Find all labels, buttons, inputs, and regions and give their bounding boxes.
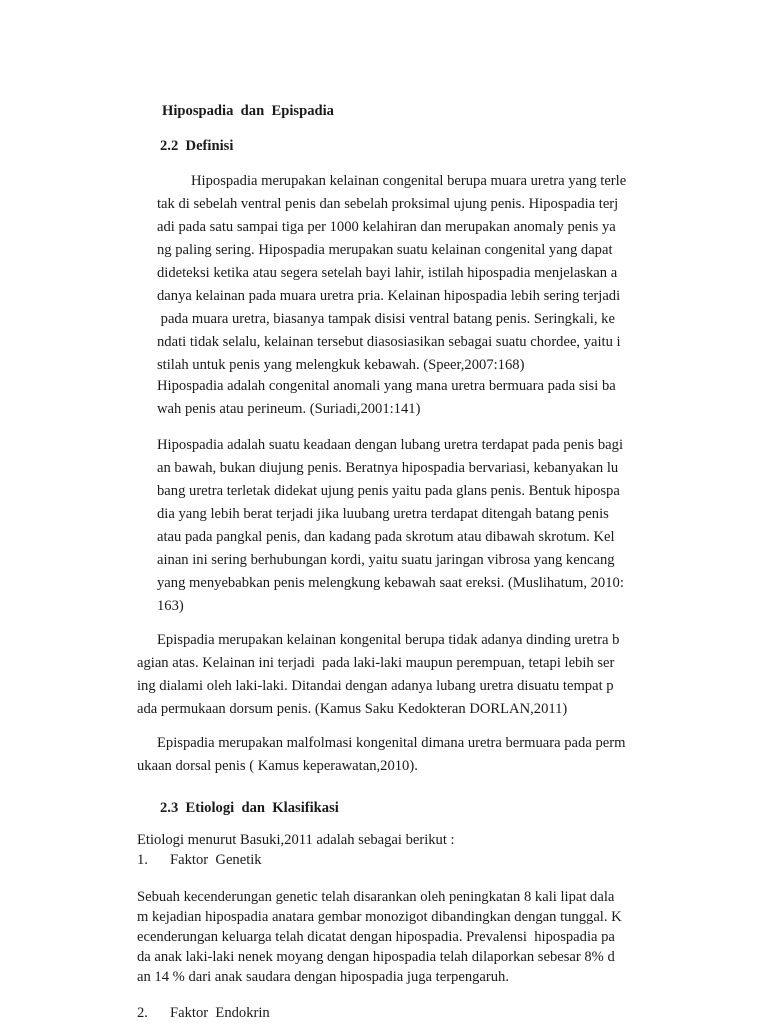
text-line: tak di sebelah ventral penis dan sebelah proksimal ujung penis. Hipospadia terj bbox=[157, 196, 619, 212]
list-label: Faktor Endokrin bbox=[170, 1005, 270, 1021]
text-line: 163) bbox=[157, 598, 184, 614]
text-line: ng paling sering. Hipospadia merupakan suatu kelainan congenital yang dapat bbox=[157, 242, 613, 258]
text-line: Hipospadia adalah suatu keadaan dengan lubang uretra terdapat pada penis bagi bbox=[157, 437, 624, 453]
text-line: Epispadia merupakan malfolmasi kongenital dimana uretra bermuara pada perm bbox=[157, 735, 626, 751]
text-line: an bawah, bukan diujung penis. Beratnya hipospadia bervariasi, kebanyakan lu bbox=[157, 460, 619, 476]
text-line: an 14 % dari anak saudara dengan hipospadia juga terpengaruh. bbox=[137, 969, 509, 985]
text-line: ainan ini sering berhubungan kordi, yaitu suatu jaringan vibrosa yang kencang bbox=[157, 552, 615, 568]
text-line: Hipospadia merupakan kelainan congenital berupa muara uretra yang terle bbox=[191, 173, 627, 189]
text-line: dia yang lebih berat terjadi jika luubang uretra terdapat ditengah batang penis bbox=[157, 506, 609, 522]
text-line: agian atas. Kelainan ini terjadi pada laki-laki maupun perempuan, tetapi lebih ser bbox=[137, 655, 615, 671]
text-line: m kejadian hipospadia anatara gembar monozigot dibandingkan dengan tunggal. K bbox=[137, 909, 622, 925]
list-number: 2. bbox=[137, 1005, 148, 1021]
text-line: dideteksi ketika atau segera setelah bayi lahir, istilah hipospadia menjelaskan a bbox=[157, 265, 618, 281]
text-line: pada muara uretra, biasanya tampak disisi ventral batang penis. Seringkali, ke bbox=[157, 311, 615, 327]
text-line: ukaan dorsal penis ( Kamus keperawatan,2010). bbox=[137, 758, 418, 774]
text-line: Epispadia merupakan kelainan kongenital berupa tidak adanya dinding uretra b bbox=[157, 632, 620, 648]
text-line: atau pada pangkal penis, dan kadang pada skrotum atau dibawah skrotum. Kel bbox=[157, 529, 615, 545]
text-line: stilah untuk penis yang melengkuk kebawah. (Speer,2007:168) bbox=[157, 357, 525, 373]
section-heading-definisi: 2.2 Definisi bbox=[160, 138, 234, 154]
list-label: Faktor Genetik bbox=[170, 852, 262, 868]
text-line: Hipospadia adalah congenital anomali yang mana uretra bermuara pada sisi ba bbox=[157, 378, 616, 394]
etiologi-intro: Etiologi menurut Basuki,2011 adalah sebagai berikut : bbox=[137, 832, 455, 848]
text-line: da anak laki-laki nenek moyang dengan hipospadia telah dilaporkan sebesar 8% d bbox=[137, 949, 615, 965]
text-line: ndati tidak selalu, kelainan tersebut diasosiasikan sebagai suatu chordee, yaitu i bbox=[157, 334, 621, 350]
text-line: Sebuah kecenderungan genetic telah disarankan oleh peningkatan 8 kali lipat dala bbox=[137, 889, 615, 905]
text-line: ecenderungan keluarga telah dicatat dengan hipospadia. Prevalensi hipospadia pa bbox=[137, 929, 615, 945]
text-line: ada permukaan dorsum penis. (Kamus Saku Kedokteran DORLAN,2011) bbox=[137, 701, 568, 717]
text-line: adi pada satu sampai tiga per 1000 kelahiran dan merupakan anomaly penis ya bbox=[157, 219, 616, 235]
text-line: bang uretra terletak didekat ujung penis yaitu pada glans penis. Bentuk hipospa bbox=[157, 483, 620, 499]
text-line: yang menyebabkan penis melengkung kebawah saat ereksi. (Muslihatum, 2010: bbox=[157, 575, 624, 591]
section-heading-etiologi: 2.3 Etiologi dan Klasifikasi bbox=[160, 800, 339, 816]
text-line: wah penis atau perineum. (Suriadi,2001:141) bbox=[157, 401, 421, 417]
document-heading: Hipospadia dan Epispadia bbox=[162, 103, 334, 119]
text-line: danya kelainan pada muara uretra pria. Kelainan hipospadia lebih sering terjadi bbox=[157, 288, 621, 304]
list-number: 1. bbox=[137, 852, 148, 868]
text-line: ing dialami oleh laki-laki. Ditandai dengan adanya lubang uretra disuatu tempat p bbox=[137, 678, 614, 694]
